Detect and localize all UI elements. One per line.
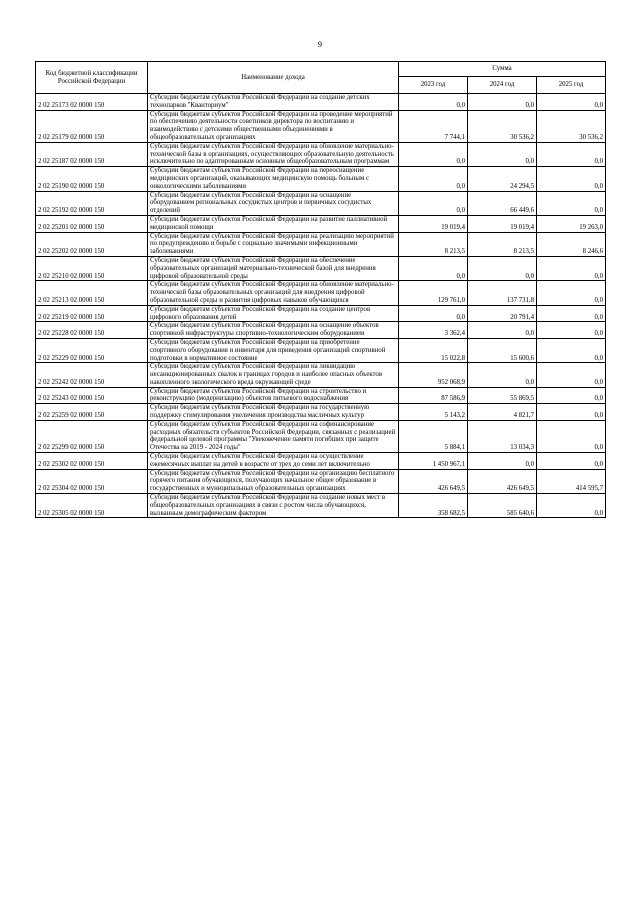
amount-2024-cell: 0,0 bbox=[468, 142, 537, 166]
budget-code-cell: 2 02 25179 02 0000 150 bbox=[36, 110, 148, 142]
table-row bbox=[36, 453, 606, 470]
amount-2025-cell: 0,0 bbox=[537, 281, 606, 305]
amount-2024-cell: 0,0 bbox=[468, 453, 537, 470]
budget-code-cell: 2 02 25187 02 0000 150 bbox=[36, 142, 148, 166]
revenue-name-cell: Субсидии бюджетам субъектов Российской Федерации на осуществление ежемесячных выплат на детей в возрасте от трех до семи лет включительно bbox=[148, 453, 399, 470]
table-row bbox=[36, 338, 606, 362]
header-year-2025: 2025 год bbox=[537, 77, 606, 94]
header-name: Наименование дохода bbox=[148, 62, 399, 94]
amount-2023-cell: 5 143,2 bbox=[399, 404, 468, 421]
amount-2024-cell: 0,0 bbox=[468, 94, 537, 111]
revenue-name-cell: Субсидии бюджетам субъектов Российской Федерации на создание центров цифрового образования детей bbox=[148, 305, 399, 322]
amount-2024-cell: 19 019,4 bbox=[468, 215, 537, 232]
table-row bbox=[36, 232, 606, 256]
table-row bbox=[36, 494, 606, 518]
amount-2024-cell: 0,0 bbox=[468, 322, 537, 339]
amount-2023-cell: 8 213,5 bbox=[399, 232, 468, 256]
amount-2023-cell: 0,0 bbox=[399, 256, 468, 280]
table-row bbox=[36, 322, 606, 339]
revenue-name-cell: Субсидии бюджетам субъектов Российской Федерации на создание новых мест в общеобразовательных организациях в связи с ростом числа обучающихся, вызванным демографическим фактором bbox=[148, 494, 399, 518]
budget-code-cell: 2 02 25304 02 0000 150 bbox=[36, 469, 148, 493]
amount-2024-cell: 15 600,6 bbox=[468, 338, 537, 362]
header-year-2023: 2023 год bbox=[399, 77, 468, 94]
table-row bbox=[36, 363, 606, 387]
amount-2023-cell: 87 586,9 bbox=[399, 387, 468, 404]
revenue-name-cell: Субсидии бюджетам субъектов Российской Федерации на реализацию мероприятий по предупреждению и борьбе с социально значимыми инфекционными заболеваниями bbox=[148, 232, 399, 256]
amount-2025-cell: 0,0 bbox=[537, 420, 606, 452]
budget-code-cell: 2 02 25243 02 0000 150 bbox=[36, 387, 148, 404]
revenue-table bbox=[35, 61, 606, 518]
amount-2025-cell: 30 536,2 bbox=[537, 110, 606, 142]
budget-code-cell: 2 02 25305 02 0000 150 bbox=[36, 494, 148, 518]
revenue-name-cell: Субсидии бюджетам субъектов Российской Федерации на строительство и реконструкцию (модернизацию) объектов питьевого водоснабжения bbox=[148, 387, 399, 404]
header-sum: Сумма bbox=[399, 62, 606, 77]
amount-2023-cell: 15 022,8 bbox=[399, 338, 468, 362]
budget-code-cell: 2 02 25259 02 0000 150 bbox=[36, 404, 148, 421]
amount-2025-cell: 0,0 bbox=[537, 142, 606, 166]
amount-2024-cell: 0,0 bbox=[468, 363, 537, 387]
amount-2024-cell: 8 213,5 bbox=[468, 232, 537, 256]
budget-code-cell: 2 02 25213 02 0000 150 bbox=[36, 281, 148, 305]
amount-2025-cell: 0,0 bbox=[537, 363, 606, 387]
table-row bbox=[36, 469, 606, 493]
budget-code-cell: 2 02 25201 02 0000 150 bbox=[36, 215, 148, 232]
table-row bbox=[36, 281, 606, 305]
amount-2023-cell: 0,0 bbox=[399, 167, 468, 191]
budget-code-cell: 2 02 25192 02 0000 150 bbox=[36, 191, 148, 215]
amount-2024-cell: 426 649,5 bbox=[468, 469, 537, 493]
budget-code-cell: 2 02 25299 02 0000 150 bbox=[36, 420, 148, 452]
revenue-name-cell: Субсидии бюджетам субъектов Российской Федерации на обновление материально-технической базы образовательных организаций для внедрения цифровой образовательной среды и развития цифровых навыков обучающихся bbox=[148, 281, 399, 305]
amount-2024-cell: 13 034,3 bbox=[468, 420, 537, 452]
table-row bbox=[36, 387, 606, 404]
table-row bbox=[36, 256, 606, 280]
revenue-name-cell: Субсидии бюджетам субъектов Российской Федерации на софинансирование расходных обязательств субъектов Российской Федерации, связанных с реализацией федеральной целевой программы "Увековечение памяти погибших при защите Отечества на 2019 - 2024 годы" bbox=[148, 420, 399, 452]
amount-2025-cell: 0,0 bbox=[537, 167, 606, 191]
amount-2023-cell: 5 884,1 bbox=[399, 420, 468, 452]
amount-2023-cell: 426 649,5 bbox=[399, 469, 468, 493]
revenue-name-cell: Субсидии бюджетам субъектов Российской Федерации на создание детских технопарков "Кванториум" bbox=[148, 94, 399, 111]
amount-2023-cell: 0,0 bbox=[399, 191, 468, 215]
revenue-name-cell: Субсидии бюджетам субъектов Российской Федерации на переоснащение медицинских организаций, оказывающих медицинскую помощь больным с онкологическими заболеваниями bbox=[148, 167, 399, 191]
revenue-name-cell: Субсидии бюджетам субъектов Российской Федерации на оснащение оборудованием региональных сосудистых центров и первичных сосудистых отделений bbox=[148, 191, 399, 215]
amount-2024-cell: 137 731,8 bbox=[468, 281, 537, 305]
amount-2024-cell: 66 449,6 bbox=[468, 191, 537, 215]
amount-2023-cell: 3 362,4 bbox=[399, 322, 468, 339]
revenue-name-cell: Субсидии бюджетам субъектов Российской Федерации на оснащение объектов спортивной инфраструктуры спортивно-технологическим оборудованием bbox=[148, 322, 399, 339]
table-row bbox=[36, 305, 606, 322]
amount-2025-cell: 19 263,0 bbox=[537, 215, 606, 232]
amount-2025-cell: 0,0 bbox=[537, 256, 606, 280]
amount-2024-cell: 30 536,2 bbox=[468, 110, 537, 142]
amount-2024-cell: 20 791,4 bbox=[468, 305, 537, 322]
amount-2024-cell: 585 640,6 bbox=[468, 494, 537, 518]
amount-2025-cell: 414 595,7 bbox=[537, 469, 606, 493]
budget-code-cell: 2 02 25210 02 0000 150 bbox=[36, 256, 148, 280]
table-row bbox=[36, 215, 606, 232]
revenue-name-cell: Субсидии бюджетам субъектов Российской Федерации на государственную поддержку стимулирования увеличения производства масличных культур bbox=[148, 404, 399, 421]
revenue-name-cell: Субсидии бюджетам субъектов Российской Федерации на ликвидацию несанкционированных свалок в границах городов и наиболее опасных объектов накопленного экологического вреда окружающей среде bbox=[148, 363, 399, 387]
amount-2025-cell: 0,0 bbox=[537, 338, 606, 362]
budget-code-cell: 2 02 25229 02 0000 150 bbox=[36, 338, 148, 362]
amount-2025-cell: 0,0 bbox=[537, 453, 606, 470]
amount-2025-cell: 0,0 bbox=[537, 387, 606, 404]
page-number: 9 bbox=[318, 40, 322, 49]
table-row bbox=[36, 110, 606, 142]
amount-2023-cell: 19 019,4 bbox=[399, 215, 468, 232]
table-row bbox=[36, 142, 606, 166]
table-row bbox=[36, 94, 606, 111]
amount-2023-cell: 0,0 bbox=[399, 305, 468, 322]
table-row bbox=[36, 404, 606, 421]
budget-code-cell: 2 02 25202 02 0000 150 bbox=[36, 232, 148, 256]
amount-2023-cell: 952 068,9 bbox=[399, 363, 468, 387]
amount-2023-cell: 0,0 bbox=[399, 94, 468, 111]
amount-2023-cell: 1 450 967,1 bbox=[399, 453, 468, 470]
amount-2024-cell: 0,0 bbox=[468, 256, 537, 280]
revenue-name-cell: Субсидии бюджетам субъектов Российской Федерации на организацию бесплатного горячего питания обучающихся, получающих начальное общее образование в государственных и муниципальных образовательных организациях bbox=[148, 469, 399, 493]
amount-2025-cell: 0,0 bbox=[537, 494, 606, 518]
table-row bbox=[36, 167, 606, 191]
amount-2025-cell: 0,0 bbox=[537, 94, 606, 111]
amount-2023-cell: 0,0 bbox=[399, 142, 468, 166]
header-year-2024: 2024 год bbox=[468, 77, 537, 94]
revenue-name-cell: Субсидии бюджетам субъектов Российской Федерации на развитие паллиативной медицинской помощи bbox=[148, 215, 399, 232]
budget-code-cell: 2 02 25190 02 0000 150 bbox=[36, 167, 148, 191]
header-code: Код бюджетной классификации Российской Федерации bbox=[36, 62, 148, 94]
amount-2024-cell: 55 869,5 bbox=[468, 387, 537, 404]
table-row bbox=[36, 191, 606, 215]
amount-2025-cell: 0,0 bbox=[537, 404, 606, 421]
revenue-name-cell: Субсидии бюджетам субъектов Российской Федерации на обеспечение образовательных организаций материально-технической базой для внедрения цифровой образовательной среды bbox=[148, 256, 399, 280]
amount-2023-cell: 7 744,1 bbox=[399, 110, 468, 142]
amount-2024-cell: 4 821,7 bbox=[468, 404, 537, 421]
amount-2024-cell: 24 294,5 bbox=[468, 167, 537, 191]
amount-2025-cell: 0,0 bbox=[537, 322, 606, 339]
budget-code-cell: 2 02 25228 02 0000 150 bbox=[36, 322, 148, 339]
table-body bbox=[36, 94, 606, 518]
budget-code-cell: 2 02 25173 02 0000 150 bbox=[36, 94, 148, 111]
budget-code-cell: 2 02 25242 02 0000 150 bbox=[36, 363, 148, 387]
amount-2025-cell: 8 246,6 bbox=[537, 232, 606, 256]
budget-code-cell: 2 02 25302 02 0000 150 bbox=[36, 453, 148, 470]
budget-code-cell: 2 02 25219 02 0000 150 bbox=[36, 305, 148, 322]
amount-2025-cell: 0,0 bbox=[537, 305, 606, 322]
amount-2023-cell: 129 761,0 bbox=[399, 281, 468, 305]
table-row bbox=[36, 420, 606, 452]
revenue-name-cell: Субсидии бюджетам субъектов Российской Федерации на обновление материально-технической базы в организациях, осуществляющих образовательную деятельность исключительно по адаптированным основным общеобразовательным программам bbox=[148, 142, 399, 166]
amount-2023-cell: 358 682,5 bbox=[399, 494, 468, 518]
revenue-name-cell: Субсидии бюджетам субъектов Российской Федерации на приобретение спортивного оборудования и инвентаря для приведения организаций спортивной подготовки в нормативное состояние bbox=[148, 338, 399, 362]
revenue-name-cell: Субсидии бюджетам субъектов Российской Федерации на проведение мероприятий по обеспечению деятельности советников директора по воспитанию и взаимодействию с детскими общественными объединениями в общеобразовательных организациях bbox=[148, 110, 399, 142]
amount-2025-cell: 0,0 bbox=[537, 191, 606, 215]
